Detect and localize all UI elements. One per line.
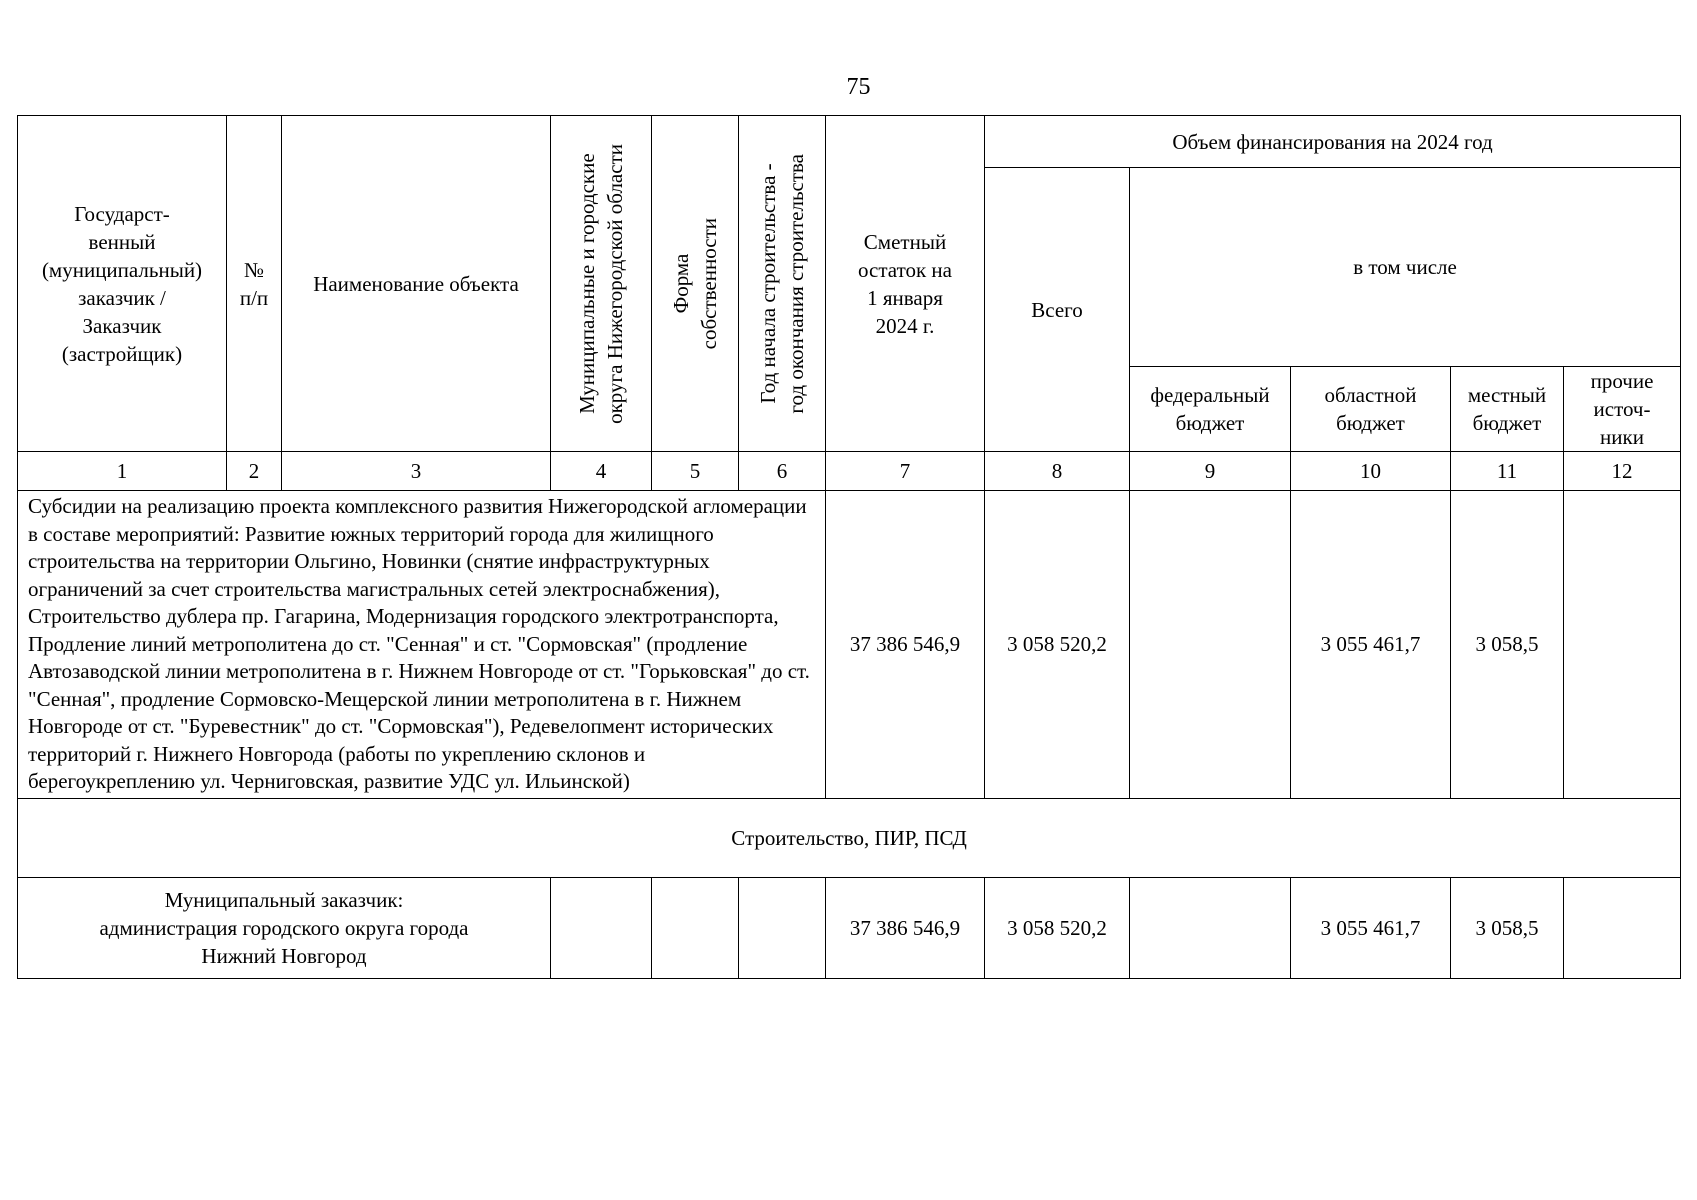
column-number: 11 (1451, 452, 1564, 491)
column-number: 9 (1130, 452, 1291, 491)
header-years (739, 116, 826, 452)
column-number: 12 (1564, 452, 1681, 491)
header-federal: федеральный бюджет (1130, 367, 1291, 452)
column-number: 3 (282, 452, 551, 491)
customer-federal (1130, 877, 1291, 978)
section-title: Строительство, ПИР, ПСД (18, 798, 1681, 877)
header-other: прочие источ- ники (1564, 367, 1681, 452)
column-number: 10 (1291, 452, 1451, 491)
customer-row (18, 877, 1681, 978)
header-total: Всего (985, 168, 1130, 452)
subsidy-local: 3 058,5 (1451, 491, 1564, 799)
header-number: № п/п (227, 116, 282, 452)
header-local: местный бюджет (1451, 367, 1564, 452)
column-number: 6 (739, 452, 826, 491)
customer-municipality (551, 877, 652, 978)
customer-regional: 3 055 461,7 (1291, 877, 1451, 978)
page-number: 75 (846, 74, 871, 100)
customer-years (739, 877, 826, 978)
column-number: 7 (826, 452, 985, 491)
column-number: 1 (18, 452, 227, 491)
subsidy-regional: 3 055 461,7 (1291, 491, 1451, 799)
subsidy-other (1564, 491, 1681, 799)
column-number: 4 (551, 452, 652, 491)
header-estimate: Сметный остаток на 1 января 2024 г. (826, 116, 985, 452)
customer-other (1564, 877, 1681, 978)
column-number: 2 (227, 452, 282, 491)
subsidy-total: 3 058 520,2 (985, 491, 1130, 799)
customer-estimate: 37 386 546,9 (826, 877, 985, 978)
header-row-1 (18, 116, 1681, 168)
header-financing: Объем финансирования на 2024 год (985, 116, 1681, 168)
customer-name: Муниципальный заказчик: администрация городского округа города Нижний Новгород (18, 877, 551, 978)
header-including: в том числе (1130, 168, 1681, 367)
section-row (18, 798, 1681, 877)
customer-local: 3 058,5 (1451, 877, 1564, 978)
customer-total: 3 058 520,2 (985, 877, 1130, 978)
header-regional: областной бюджет (1291, 367, 1451, 452)
financing-table (17, 115, 1681, 979)
column-number: 5 (652, 452, 739, 491)
subsidy-estimate: 37 386 546,9 (826, 491, 985, 799)
subsidy-federal (1130, 491, 1291, 799)
subsidy-row (18, 491, 1681, 799)
header-ownership-text: Форма собственности (669, 217, 721, 350)
header-customer: Государст- венный (муниципальный) заказчик / Заказчик (застройщик) (18, 116, 227, 452)
header-municipalities (551, 116, 652, 452)
header-municipalities-text: Муниципальные и городские округа Нижегородской области (575, 143, 627, 424)
column-number: 8 (985, 452, 1130, 491)
header-years-text: Год начала строительства - год окончания строительства (756, 153, 808, 414)
subsidy-description: Субсидии на реализацию проекта комплексного развития Нижегородской агломерации в составе мероприятий: Развитие южных территорий города для жилищного строительства на территории Ольгино, Новинки (снятие инфраструктурных ограничений за счет строительства магистральных сетей электроснабжения), Строительство дублера пр. Гагарина, Модернизация городского электротранспорта, Продление линий метрополитена до ст. "Сенная" и ст. "Сормовская" (продление Автозаводской линии метрополитена в г. Нижнем Новгороде от ст. "Горьковская" до ст. "Сенная", продление Сормовско-Мещерской линии метрополитена в г. Нижнем Новгороде от ст. "Буревестник" до ст. "Сормовская"), Редевелопмент исторических территорий г. Нижнего Новгорода (работы по укреплению склонов и берегоукреплению ул. Черниговская, развитие УДС ул. Ильинской) (18, 491, 826, 799)
header-object-name: Наименование объекта (282, 116, 551, 452)
column-number-row (18, 452, 1681, 491)
customer-ownership (652, 877, 739, 978)
header-ownership (652, 116, 739, 452)
